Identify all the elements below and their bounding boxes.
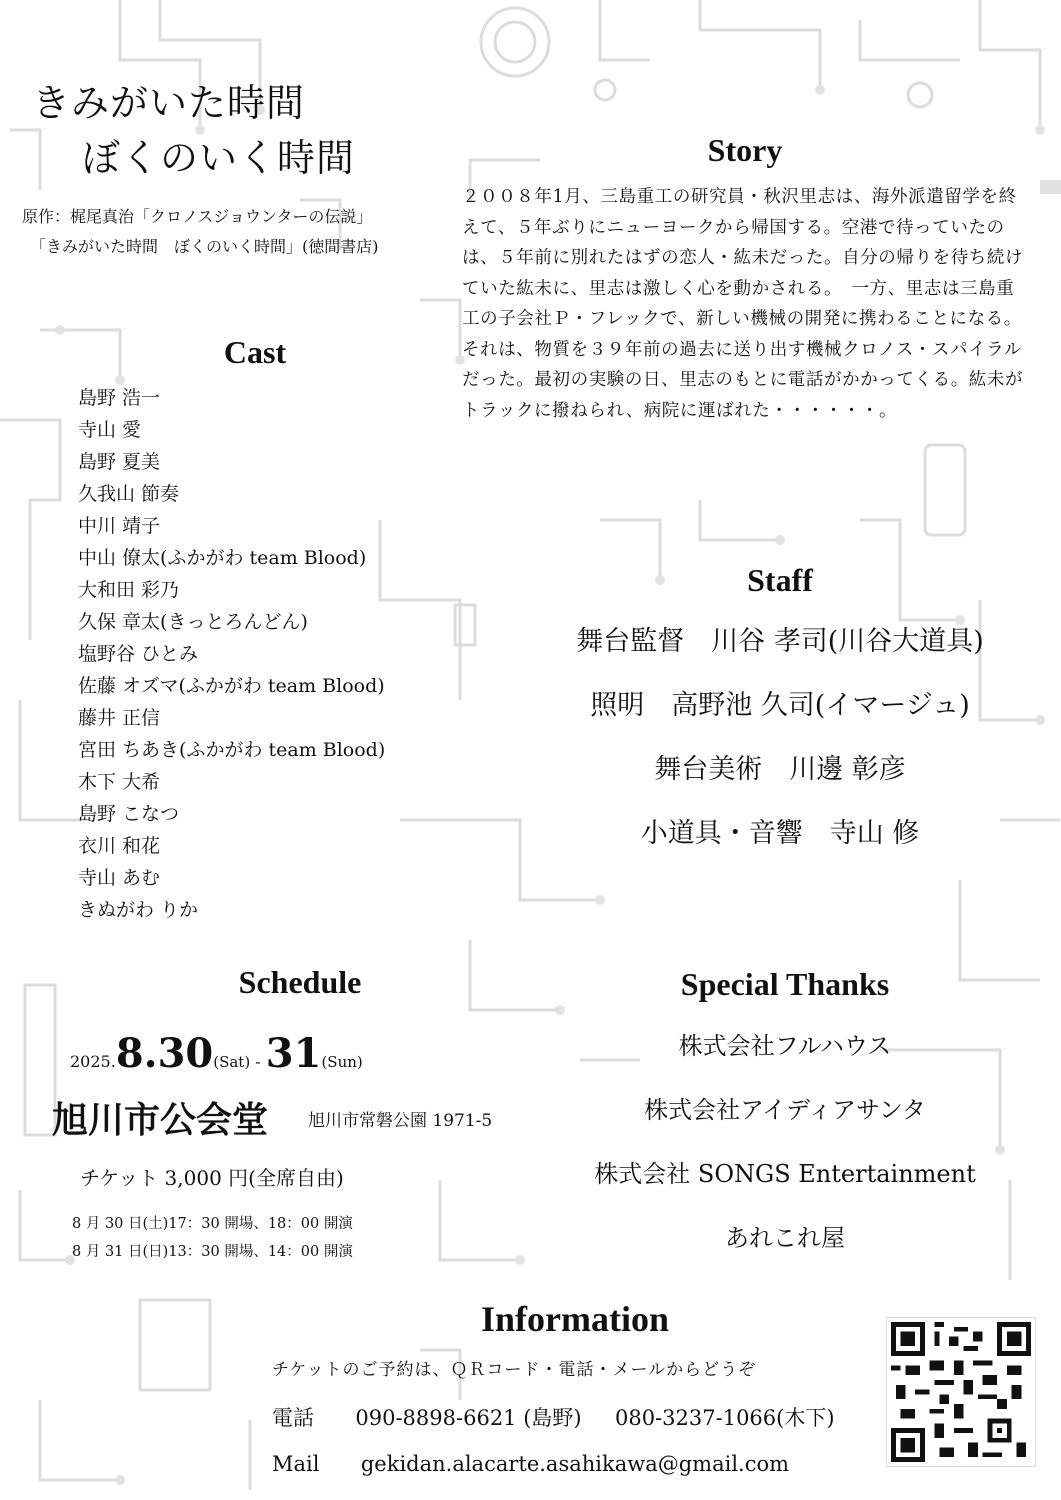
- phone-contacts: [272, 1402, 835, 1432]
- title-line-2: ぼくのいく時間: [82, 136, 356, 180]
- staff-member: 舞台監督 川谷 孝司(川谷大道具): [576, 626, 984, 657]
- special-thanks-heading: Special Thanks: [680, 966, 890, 1002]
- cast-member: 寺山 愛: [78, 419, 142, 441]
- phone-number-2[interactable]: 080-3237-1066(木下): [614, 1406, 835, 1430]
- staff-member: 舞台美術 川邊 彰彦: [654, 754, 906, 785]
- venue-address: 旭川市常磐公園 1971-5: [308, 1111, 493, 1131]
- mail-contact: [272, 1452, 789, 1476]
- cast-member: 久保 章太(きっとろんどん): [78, 611, 308, 633]
- information-heading: Information: [481, 1299, 669, 1339]
- cast-member: 衣川 和花: [78, 835, 161, 857]
- cast-member: 佐藤 オズマ(ふかがわ team Blood): [78, 675, 385, 697]
- performance-time: 8 月 30 日(土)17：30 開場、18：00 開演: [72, 1216, 353, 1232]
- performance-dates: [70, 1030, 363, 1077]
- cast-member: 島野 夏美: [78, 451, 161, 473]
- performance-time: 8 月 31 日(日)13：30 開場、14：00 開演: [72, 1244, 353, 1260]
- cast-member: 久我山 節奏: [78, 483, 180, 505]
- start-date: 8.30: [115, 1030, 214, 1077]
- performance-times: [72, 1210, 353, 1266]
- end-day: (Sun): [321, 1053, 363, 1071]
- original-book-credit: 「きみがいた時間 ぼくのいく時間」(徳間書店): [30, 237, 379, 256]
- story-heading: Story: [707, 132, 783, 168]
- cast-list: [78, 382, 458, 926]
- thanks-entry: あれこれ屋: [725, 1224, 845, 1252]
- date-separator: -: [250, 1052, 266, 1071]
- thanks-entry: 株式会社アイディアサンタ: [644, 1096, 926, 1124]
- special-thanks-list: [540, 1014, 1030, 1270]
- cast-member: 中川 靖子: [78, 515, 161, 537]
- end-date: 31: [265, 1030, 322, 1077]
- cast-member: 島野 浩一: [78, 387, 161, 409]
- cast-member: 宮田 ちあき(ふかがわ team Blood): [78, 739, 386, 761]
- staff-heading: Staff: [747, 562, 813, 598]
- qr-code[interactable]: [887, 1318, 1035, 1466]
- original-work-credit: 原作：梶尾真治「クロノスジョウンターの伝説」: [22, 207, 373, 226]
- venue-name: 旭川市公会堂: [52, 1100, 269, 1141]
- cast-member: 塩野谷 ひとみ: [78, 643, 199, 665]
- cast-member: 木下 大希: [78, 771, 161, 793]
- thanks-entry: 株式会社フルハウス: [678, 1032, 892, 1060]
- cast-member: 大和田 彩乃: [78, 579, 180, 601]
- staff-member: 小道具・音響 寺山 修: [640, 818, 920, 849]
- cast-member: 中山 僚太(ふかがわ team Blood): [78, 547, 367, 569]
- cast-member: きぬがわ りか: [78, 899, 199, 921]
- mail-address[interactable]: gekidan.alacarte.asahikawa@gmail.com: [360, 1452, 790, 1476]
- ticket-price: チケット 3,000 円(全席自由): [80, 1166, 344, 1190]
- date-year: 2025.: [70, 1052, 116, 1071]
- start-day: (Sat): [213, 1053, 251, 1071]
- reservation-note: チケットのご予約は、ＱＲコード・電話・メールからどうぞ: [272, 1360, 757, 1380]
- phone-number-1[interactable]: 090-8898-6621 (島野): [355, 1406, 582, 1430]
- title-line-1: きみがいた時間: [32, 81, 306, 125]
- cast-member: 藤井 正信: [78, 707, 161, 729]
- staff-member: 照明 高野池 久司(イマージュ): [590, 690, 970, 721]
- cast-member: 島野 こなつ: [78, 803, 180, 825]
- story-text: ２００８年1月、三島重工の研究員・秋沢里志は、海外派遣留学を終えて、５年ぶりにニューヨークから帰国する。空港で待っていたのは、５年前に別れたはずの恋人・紘未だった。自分の帰りを待ち続けていた紘未に、里志は激しく心を動かされる。 一方、里志は三島重工の子会社Ｐ・フレックで、新しい機械の開発に携わることになる。それは、物質を３９年前の過去に送り出す機械クロノス・スパイラルだった。最初の実験の日、里志のもとに電話がかかってくる。紘未がトラックに撥ねられ、病院に運ばれた・・・・・・。: [462, 187, 1024, 421]
- mail-label: Mail: [272, 1452, 320, 1476]
- staff-list: [520, 610, 1040, 866]
- thanks-entry: 株式会社 SONGS Entertainment: [594, 1160, 976, 1188]
- phone-label: 電話: [272, 1406, 314, 1430]
- cast-heading: Cast: [223, 334, 287, 370]
- schedule-heading: Schedule: [238, 964, 362, 1000]
- cast-member: 寺山 あむ: [78, 867, 161, 889]
